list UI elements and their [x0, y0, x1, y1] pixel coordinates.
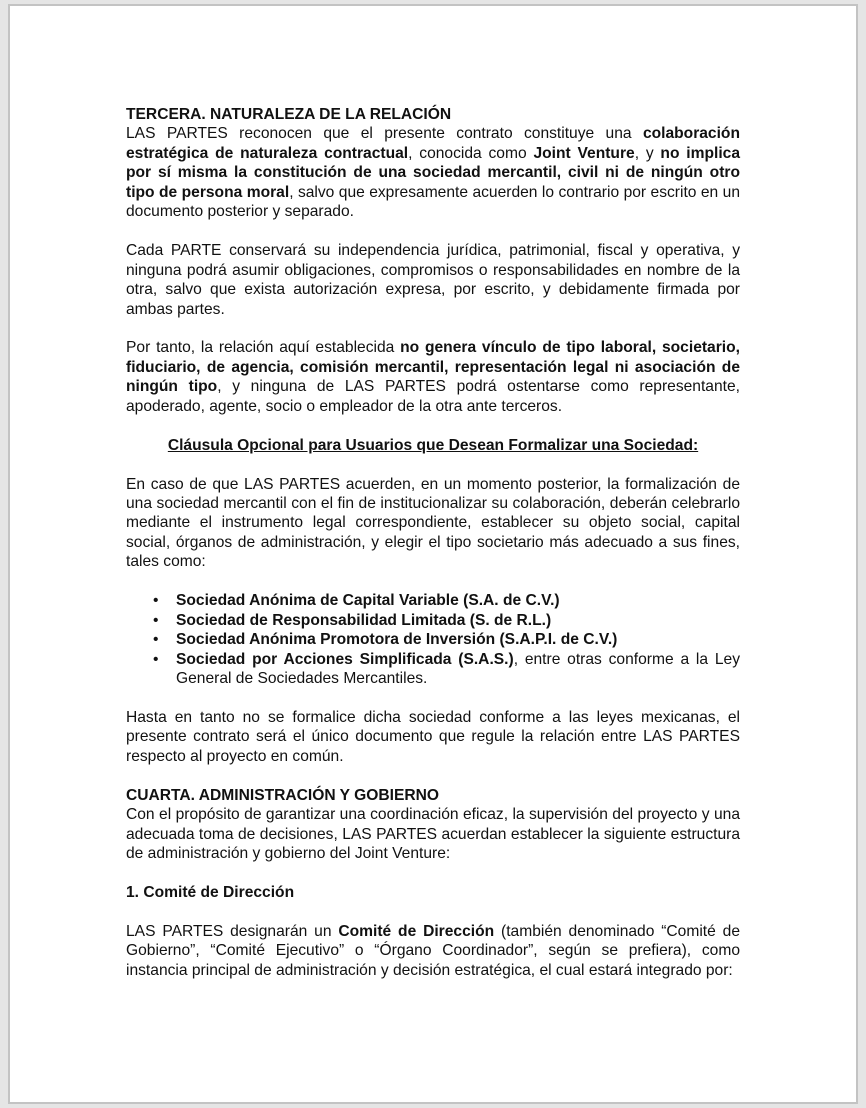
- paragraph-cuarta-1: Con el propósito de garantizar una coordinación eficaz, la supervisión del proyecto y una adecuada toma de decisiones, LAS PARTES acuerdan establecer la siguiente estructura de administración y gobierno del Joint Venture:: [126, 806, 740, 863]
- section-heading-tercera: TERCERA. NATURALEZA DE LA RELACIÓN: [126, 106, 452, 123]
- paragraph-tercera-1: [126, 124, 740, 221]
- bold-text: Comité de Dirección: [338, 922, 495, 940]
- bold-text: Sociedad Anónima Promotora de Inversión (S.A.P.I. de C.V.): [176, 631, 618, 649]
- paragraph-tercera-2: Cada PARTE conservará su independencia jurídica, patrimonial, fiscal y operativa, y ninguna podrá asumir obligaciones, compromisos o responsabilidades en nombre de la otra, salvo que exista autorización expresa, por escrito, y debidamente firmada por ambas partes.: [126, 242, 740, 318]
- bold-text: Sociedad de Responsabilidad Limitada (S. de R.L.): [176, 611, 552, 629]
- paragraph-tercera-3: [126, 338, 740, 416]
- paragraph-optional-1: En caso de que LAS PARTES acuerden, en un momento posterior, la formalización de una sociedad mercantil con el fin de institucionalizar su colaboración, deberán celebrarlo mediante el instrumento legal correspondiente, establecer su objeto social, capital social, órganos de administración, y elegir el tipo societario más adecuado a sus fines, tales como:: [126, 475, 740, 571]
- text: , y: [634, 144, 661, 162]
- company-types-list: [126, 591, 740, 688]
- list-item: [153, 630, 740, 649]
- document-body: [126, 105, 740, 980]
- bullet-icon: •: [153, 631, 159, 649]
- document-page: [8, 4, 858, 1104]
- paragraph-cuarta-2: [126, 922, 740, 980]
- optional-clause-heading: Cláusula Opcional para Usuarios que Desean Formalizar una Sociedad:: [167, 436, 699, 454]
- bold-text: Sociedad Anónima de Capital Variable (S.A. de C.V.): [176, 592, 560, 610]
- text: , salvo que expresamente acuerden lo contrario por escrito en un documento posterior y separado.: [126, 183, 740, 221]
- bullet-icon: •: [153, 592, 159, 610]
- bold-text: no implica por sí misma la constitución de una sociedad mercantil, civil ni de ningún otro tipo de persona moral: [126, 144, 741, 201]
- text: (también denominado “Comité de Gobierno”, “Comité Ejecutivo” o “Órgano Coordinador”, según se prefiera), como instancia principal de administración y decisión estratégica, el cual estará integrado por:: [126, 922, 741, 979]
- text: , y ninguna de LAS PARTES podrá ostentarse como representante, apoderado, agente, socio o empleador de la otra ante terceros.: [126, 378, 740, 415]
- text: , conocida como: [408, 144, 534, 162]
- section-heading-cuarta: CUARTA. ADMINISTRACIÓN Y GOBIERNO: [126, 786, 440, 804]
- text: , entre otras conforme a la Ley General de Sociedades Mercantiles.: [176, 650, 740, 688]
- paragraph-optional-2: Hasta en tanto no se formalice dicha sociedad conforme a las leyes mexicanas, el presente contrato será el único documento que regule la relación entre LAS PARTES respecto al proyecto en común.: [126, 708, 740, 765]
- bold-text: colaboración estratégica de naturaleza contractual: [126, 125, 740, 162]
- text: LAS PARTES reconocen que el presente contrato constituye una: [126, 125, 643, 143]
- subheading-comite: 1. Comité de Dirección: [126, 884, 295, 901]
- text: Por tanto, la relación aquí establecida: [126, 339, 401, 357]
- list-item: [153, 611, 740, 630]
- bullet-icon: •: [153, 650, 159, 668]
- bold-text: Sociedad por Acciones Simplificada (S.A.S.): [176, 650, 514, 668]
- text: LAS PARTES designarán un: [126, 922, 339, 940]
- bold-text: no genera vínculo de tipo laboral, societario, fiduciario, de agencia, comisión mercantil, representación legal ni asociación de ningún tipo: [126, 339, 740, 396]
- list-item: [153, 591, 740, 610]
- bullet-icon: •: [153, 611, 159, 629]
- bold-text: Joint Venture: [533, 144, 635, 162]
- list-item: [153, 650, 740, 689]
